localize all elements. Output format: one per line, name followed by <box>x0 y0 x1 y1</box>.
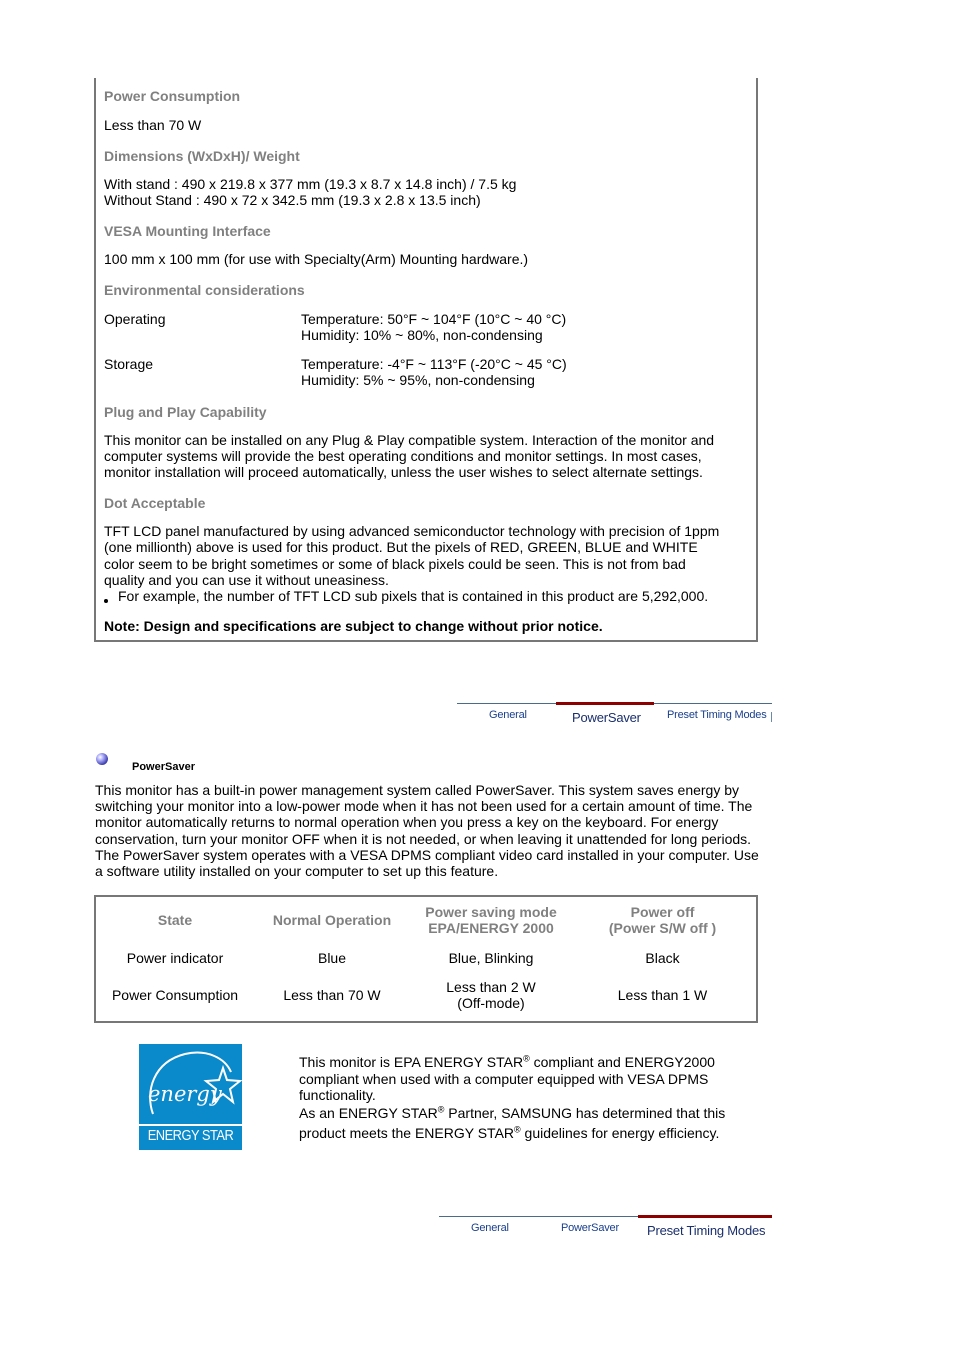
vesa-label: VESA Mounting Interface <box>104 223 271 239</box>
tab-preset-timing-modes[interactable]: Preset Timing Modes <box>647 1223 766 1238</box>
table-cell: Blue, Blinking <box>448 950 534 966</box>
registered-mark: ® <box>514 1124 521 1135</box>
bullet-orb-icon <box>96 753 108 765</box>
operating-temperature: Temperature: 50°F ~ 104°F (10°C ~ 40 °C) <box>301 311 567 327</box>
table-header-off: Power off <box>630 904 695 920</box>
text-segment: This monitor is EPA ENERGY STAR <box>299 1054 524 1070</box>
tab-general[interactable]: General <box>471 1222 509 1234</box>
energy-star-logo-text: ENERGY STAR <box>147 1127 234 1144</box>
active-tab-indicator <box>638 1215 772 1218</box>
vesa-value: 100 mm x 100 mm (for use with Specialty(Arm) Mounting hardware.) <box>104 251 529 267</box>
table-cell: Power Consumption <box>111 987 239 1003</box>
text-segment: As an ENERGY STAR <box>299 1105 438 1121</box>
table-cell: Less than 1 W <box>617 987 708 1003</box>
dot-acceptable-line: quality and you can use it without uneasiness. <box>104 572 389 588</box>
table-cell: Blue <box>317 950 347 966</box>
dot-acceptable-line: color seem to be bright sometimes or some of black pixels could be seen. This is not from bad <box>104 556 686 572</box>
powersaver-description: This monitor has a built-in power management system called PowerSaver. This system saves energy by switching your monitor into a low-power mode when it has not been used for a certain amount of time. The monitor automatically returns to normal operation when you press a key on the keyboard. For energy conservation, turn your monitor OFF when it is not needed, or when leaving it unattended for long periods. The PowerSaver system operates with a VESA DPMS compliant video card installed in your computer. Use a software utility installed on your computer to set up this feature. <box>95 782 759 880</box>
dimensions-with-stand: With stand : 490 x 219.8 x 377 mm (19.3 x 8.7 x 14.8 inch) / 7.5 kg <box>104 176 517 192</box>
energy-star-text-line <box>299 1125 719 1141</box>
table-cell: Black <box>645 950 680 966</box>
text-segment: compliant and ENERGY2000 <box>529 1054 715 1070</box>
tab-preset-timing-modes[interactable]: Preset Timing Modes <box>667 709 767 721</box>
tab-powersaver[interactable]: PowerSaver <box>572 710 641 725</box>
dimensions-without-stand: Without Stand : 490 x 72 x 342.5 mm (19.3 x 2.8 x 13.5 inch) <box>104 192 481 208</box>
energy-star-text-line: compliant when used with a computer equipped with VESA DPMS <box>299 1071 709 1087</box>
dot-acceptable-line: TFT LCD panel manufactured by using advanced semiconductor technology with precision of 1ppm <box>104 523 720 539</box>
powersaver-title: PowerSaver <box>132 761 195 773</box>
specification-note: Note: Design and specifications are subject to change without prior notice. <box>104 618 603 634</box>
energy-star-text-line <box>299 1105 725 1121</box>
text-segment: Partner, SAMSUNG has determined that this <box>444 1105 726 1121</box>
table-header-saving: Power saving mode <box>425 904 557 920</box>
dot-acceptable-bullet: For example, the number of TFT LCD sub pixels that is contained in this product are 5,292,000. <box>118 588 709 604</box>
table-cell: Less than 70 W <box>283 987 381 1003</box>
bullet-dot-icon <box>104 599 108 603</box>
energy-star-logo <box>139 1044 242 1150</box>
storage-humidity: Humidity: 5% ~ 95%, non-condensing <box>301 372 535 388</box>
tab-divider <box>771 712 772 722</box>
section-tabbar-top <box>457 703 772 724</box>
tab-powersaver[interactable]: PowerSaver <box>561 1222 619 1234</box>
energy-star-emblem-icon <box>139 1044 242 1124</box>
power-consumption-label: Power Consumption <box>104 88 241 104</box>
environment-label: Environmental considerations <box>104 282 305 298</box>
power-consumption-value: Less than 70 W <box>104 117 202 133</box>
dot-acceptable-label: Dot Acceptable <box>104 495 206 511</box>
energy-star-text-line <box>299 1054 715 1070</box>
energy-star-text-line: functionality. <box>299 1087 376 1103</box>
active-tab-indicator <box>556 702 654 705</box>
text-segment: product meets the ENERGY STAR <box>299 1125 515 1141</box>
plug-and-play-line: This monitor can be installed on any Plug & Play compatible system. Interaction of the monitor and <box>104 432 715 448</box>
section-tabbar-bottom <box>439 1216 772 1237</box>
logo-divider <box>139 1124 242 1126</box>
operating-humidity: Humidity: 10% ~ 80%, non-condensing <box>301 327 543 343</box>
plug-and-play-line: computer systems will provide the best operating conditions and monitor settings. In most cases, <box>104 448 702 464</box>
table-cell: (Off-mode) <box>457 995 525 1011</box>
dot-acceptable-line: (one millionth) above is used for this product. But the pixels of RED, GREEN, BLUE and WHITE <box>104 539 698 555</box>
energy-star-script: energy <box>148 1082 222 1106</box>
plug-and-play-line: monitor installation will proceed automatically, unless the user wishes to select alternate settings. <box>104 464 703 480</box>
table-header-off-sub: (Power S/W off ) <box>608 920 717 936</box>
table-header-saving-sub: EPA/ENERGY 2000 <box>428 920 554 936</box>
registered-mark: ® <box>437 1104 445 1115</box>
tab-general[interactable]: General <box>489 709 527 721</box>
storage-temperature: Temperature: -4°F ~ 113°F (-20°C ~ 45 °C) <box>301 356 567 372</box>
storage-label: Storage <box>104 356 154 372</box>
registered-mark: ® <box>523 1053 530 1064</box>
plug-and-play-label: Plug and Play Capability <box>104 404 267 420</box>
operating-label: Operating <box>104 311 166 327</box>
dimensions-label: Dimensions (WxDxH)/ Weight <box>104 148 300 164</box>
table-cell: Power indicator <box>126 950 224 966</box>
table-header-normal: Normal Operation <box>272 912 392 928</box>
table-cell: Less than 2 W <box>446 979 536 995</box>
table-header-state: State <box>157 912 193 928</box>
text-segment: guidelines for energy efficiency. <box>520 1125 720 1141</box>
